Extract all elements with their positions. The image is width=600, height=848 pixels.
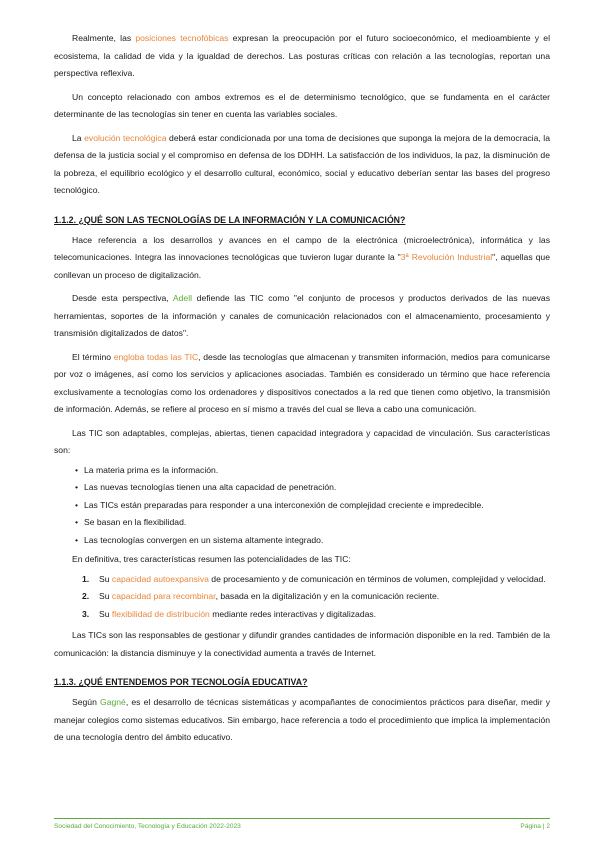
page-footer xyxy=(54,823,550,830)
highlight-flexibilidad-distribucion: flexibilidad de distribución xyxy=(111,608,210,619)
highlight-adell: Adell xyxy=(172,293,193,303)
list-item: • Las tecnologías convergen en un sistema altamente integrado. xyxy=(84,532,550,550)
paragraph-evolucion: La evolución tecnológica deberá estar condicionada por una toma de decisiones que suponga la mejora de la democracia, la defensa de la justicia social y el compromiso en defensa de los DDHH. La satisfacción de los individuos, la paz, la disminución de la pobreza, el equilibrio ecológico y el desarrollo cultural, económico, social y educativo deberían sentar las bases del progreso tecnológico. xyxy=(54,132,550,195)
paragraph-adell: Desde esta perspectiva, Adell defiende las TIC como "el conjunto de procesos y productos derivados de las nuevas herramientas, soportes de la información y canales de comunicación relacionados con el almacenamiento, procesamiento y transmisión digitalizados de datos". xyxy=(54,293,550,338)
section-heading-tic: 1.1.2. ¿QUÉ SON LAS TECNOLOGÍAS DE LA INFORMACIÓN Y LA COMUNICACIÓN? xyxy=(54,214,406,225)
paragraph-gagne: Según Gagné, es el desarrollo de técnicas sistemáticas y acompañantes de conocimientos prácticos para diseñar, medir y manejar colegios como sistemas educativos. Sin embargo, hace referencia a todo el procedimiento que implica la implementación de una tecnología dentro del ámbito educativo. xyxy=(54,697,550,742)
list-item: • La materia prima es la información. xyxy=(84,462,550,480)
highlight-posiciones-tecnofobicas: posiciones tecnofóbicas xyxy=(135,33,229,43)
numbered-item: 1. Su capacidad autoexpansiva de procesamiento y de comunicación en términos de volumen, complejidad y velocidad. xyxy=(82,573,546,584)
document-body xyxy=(54,30,550,753)
highlight-engloba-tic: engloba todas las TIC xyxy=(113,351,199,362)
highlight-capacidad-recombinar: capacidad para recombinar xyxy=(111,591,216,601)
paragraph-tic-definicion: Hace referencia a los desarrollos y avances en el campo de la electrónica (microelectrónica), informática y las telecomunicaciones. Integra las innovaciones tecnológicas que tuvieron lugar durante la "3ª Revolución Industrial", aquellas que conllevan un proceso de digitalización. xyxy=(54,234,550,280)
paragraph-caracteristicas: Las TIC son adaptables, complejas, abiertas, tienen capacidad integradora y capacidad de vinculación. Sus características son: xyxy=(54,427,550,455)
paragraph-responsables: Las TICs son las responsables de gestionar y difundir grandes cantidades de información disponible en la red. También de la comunicación: la distancia disminuye y la conectividad aumenta a través de Internet. xyxy=(54,630,550,658)
potentialities-list xyxy=(54,571,550,624)
list-item: • Se basan en la flexibilidad. xyxy=(84,514,550,532)
numbered-item: 3. Su flexibilidad de distribución mediante redes interactivas y digitalizadas. xyxy=(82,608,377,619)
footer-divider xyxy=(54,818,550,819)
characteristics-list xyxy=(54,462,550,550)
paragraph-determinismo: Un concepto relacionado con ambos extremos es el de determinismo tecnológico, que se fundamenta en el carácter determinante de las tecnologías sin tener en cuenta las variables sociales. xyxy=(54,91,550,119)
highlight-capacidad-autoexpansiva: capacidad autoexpansiva xyxy=(111,573,209,584)
list-item: • Las TICs están preparadas para responder a una interconexión de complejidad creciente e impredecible. xyxy=(84,497,550,515)
numbered-item: 2. Su capacidad para recombinar, basada en la digitalización y en la comunicación reciente. xyxy=(82,591,440,601)
paragraph-tecnofobicas: Realmente, las posiciones tecnofóbicas expresan la preocupación por el futuro socioeconómico, el medioambiente y el ecosistema, la calidad de vida y la igualdad de derechos. Las posturas críticas con relación a las tecnologías, reportan una perspectiva reflexiva. xyxy=(54,33,550,78)
footer-page-number: Página | 2 xyxy=(520,823,550,830)
paragraph-potencialidades: En definitiva, tres características resumen las potencialidades de las TIC: xyxy=(72,554,351,564)
highlight-gagne: Gagné xyxy=(100,697,126,707)
highlight-evolucion-tecnologica: evolución tecnológica xyxy=(84,132,167,143)
paragraph-termino: El término engloba todas las TIC, desde las tecnologías que almacenan y transmiten información, medios para comunicarse por voz o imágenes, así como los servicios y aplicaciones asociadas. También es considerado un término que hace referencia exclusivamente a tecnologías como los ordenadores y dispositivos conectados a la red que tienen como objetivo, la transmisión de información. Además, se refiere al proceso en sí mismo a través del cual se lleva a cabo una comunicación. xyxy=(54,351,551,414)
list-item: • Las nuevas tecnologías tienen una alta capacidad de penetración. xyxy=(84,479,550,497)
highlight-revolucion-industrial: 3ª Revolución Industrial xyxy=(400,252,493,262)
section-heading-tecnologia-educativa: 1.1.3. ¿QUÉ ENTENDEMOS POR TECNOLOGÍA EDUCATIVA? xyxy=(54,677,308,687)
footer-course-title: Sociedad del Conocimiento, Tecnología y Educación 2022-2023 xyxy=(54,823,241,830)
